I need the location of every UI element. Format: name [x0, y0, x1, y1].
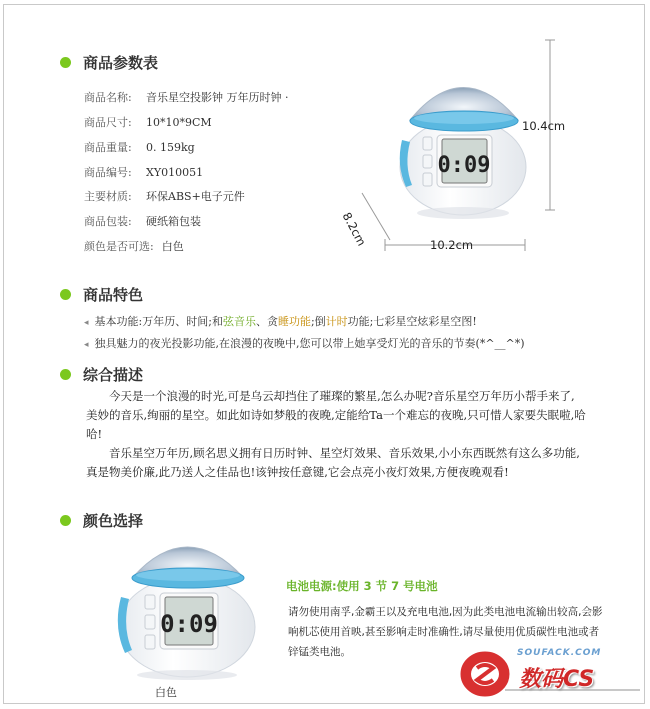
section-title-description: 综合描述 [60, 364, 143, 384]
depth-label: 8.2cm [339, 210, 369, 249]
bullet-icon: ◂ [84, 340, 89, 350]
spec-row: 主要材质: 环保ABS+电子元件 [84, 190, 245, 203]
product-image-white [95, 535, 265, 680]
spec-row: 商品包装: 硬纸箱包装 [84, 215, 201, 228]
height-label: 10.4cm [522, 119, 566, 133]
spec-row: 商品重量: 0. 159kg [84, 141, 195, 154]
spec-row: 商品尺寸: 10*10*9CM [84, 116, 212, 129]
battery-title: 电池电源:使用 3 节 7 号电池 [286, 579, 438, 593]
feature-line-1: ◂ 基本功能:万年历、时间;和弦音乐、贪睡功能;倒计时功能;七彩星空炫彩星空图! [84, 315, 477, 328]
feature-line-2: ◂ 独具魅力的夜光投影功能,在浪漫的夜晚中,您可以带上她享受灯光的音乐的节奏(*^__^*) [84, 337, 525, 350]
section-title-features: 商品特色 [60, 284, 143, 304]
spec-row: 商品名称: 音乐星空投影钟 万年历时钟 · [84, 91, 289, 104]
green-dot-icon [60, 515, 71, 526]
color-caption: 白色 [155, 686, 177, 699]
clock-digits: 0:09 [160, 610, 218, 638]
description-paragraph-2: 音乐星空万年历,顾名思义拥有日历时钟、星空灯效果、音乐效果,小小东西既然有这么多功能,真是物美价廉,此乃送人之佳品也!该钟按任意键,它会点亮小夜灯效果,方便夜晚观看! [86, 446, 580, 479]
spec-row: 商品编号: XY010051 [84, 166, 204, 179]
spec-row: 颜色是否可选: 白色 [84, 240, 184, 253]
depth-dimension-line [362, 193, 390, 240]
battery-notice: 请勿使用南孚,金霸王以及充电电池,因为此类电池电流输出较高,会影响机芯使用首映,甚至影响走时准确性,请尽量使用优质碳性电池或者锌锰类电池。 [288, 606, 603, 658]
green-dot-icon [60, 369, 71, 380]
section-title-colors: 颜色选择 [60, 510, 143, 530]
green-dot-icon [60, 57, 71, 68]
product-image-dimensions [340, 35, 580, 260]
bullet-icon: ◂ [84, 318, 89, 328]
width-label: 10.2cm [430, 238, 474, 252]
green-dot-icon [60, 289, 71, 300]
site-watermark-logo: SOUFACK.COM 数码CS [455, 642, 645, 704]
description-paragraph-1: 今天是一个浪漫的时光,可是乌云却挡住了璀璨的繁星,怎么办呢?音乐星空万年历小帮手来了,美妙的音乐,绚丽的星空。如此如诗如梦般的夜晚,定能给Ta一个难忘的夜晚,只可惜人家要失眠啦,哈哈! [86, 389, 586, 441]
clock-digits: 0:09 [437, 153, 491, 178]
section-title-params: 商品参数表 [60, 52, 158, 72]
